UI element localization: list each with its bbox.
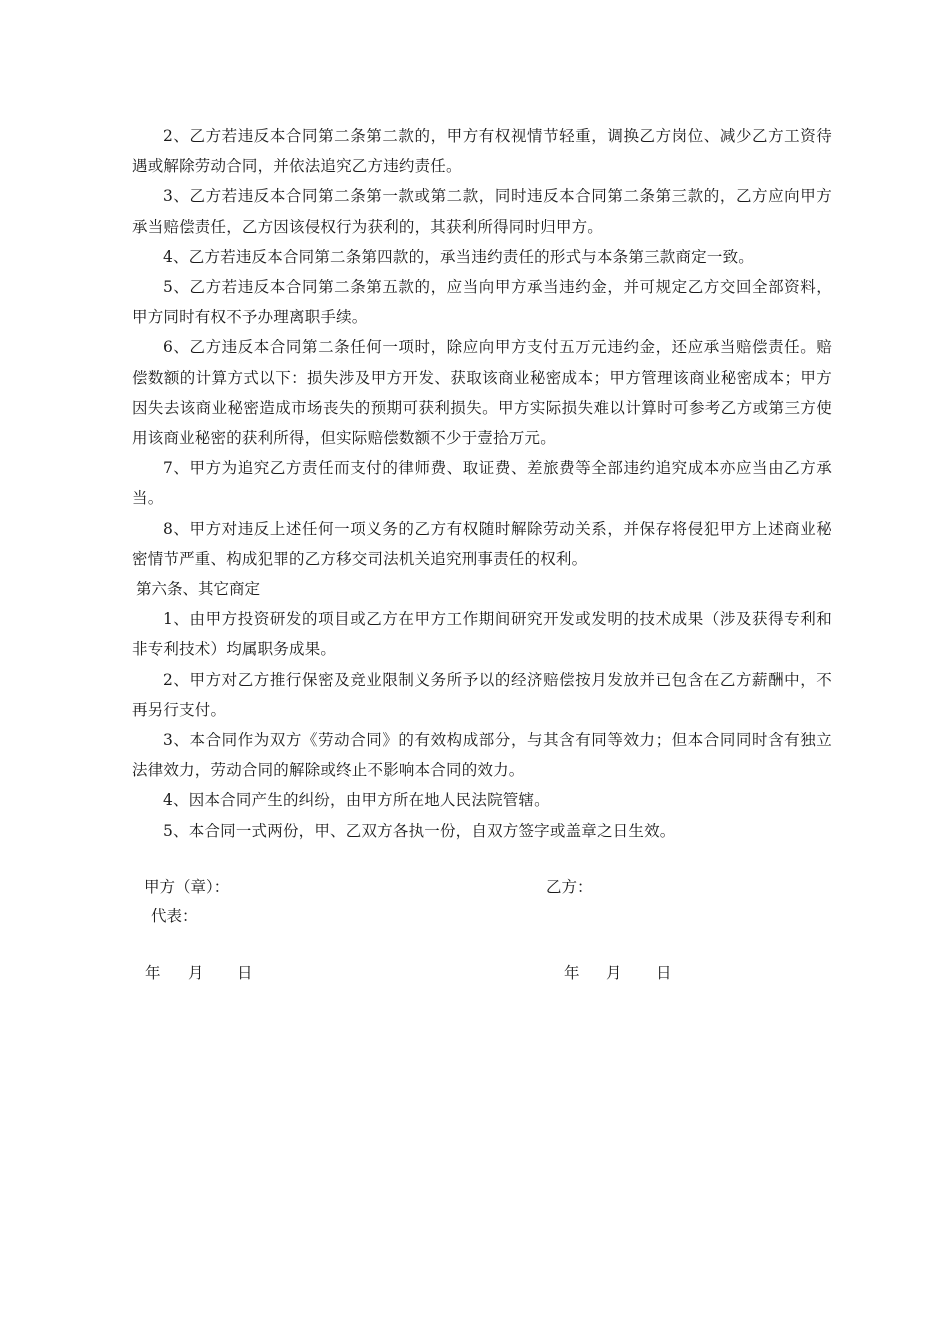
clause-6-4: 4、因本合同产生的纠纷，由甲方所在地人民法院管辖。	[163, 791, 550, 810]
clause-5-3: 3、乙方若违反本合同第二条第一款或第二款，同时违反本合同第二条第三款的，乙方应向甲方承当赔偿责任，乙方因该侵权行为获利的，其获利所得同时归甲方。	[132, 187, 832, 236]
party-b-year-label: 年	[564, 964, 580, 982]
representative-label: 代表：	[151, 907, 198, 925]
clause-5-5: 5、乙方若违反本合同第二条第五款的，应当向甲方承当违约金，并可规定乙方交回全部资料，甲方同时有权不予办理离职手续。	[132, 278, 832, 327]
clause-6-5: 5、本合同一式两份，甲、乙双方各执一份，自双方签字或盖章之日生效。	[163, 821, 676, 840]
party-a-label: 甲方（章）：	[144, 878, 230, 896]
clause-6-3: 3、本合同作为双方《劳动合同》的有效构成部分，与其含有同等效力；但本合同同时含有独立法律效力，劳动合同的解除或终止不影响本合同的效力。	[132, 731, 832, 780]
document-body	[132, 121, 832, 846]
party-a-day-label: 日	[237, 964, 253, 982]
clause-6-1: 1、由甲方投资研发的项目或乙方在甲方工作期间研究开发或发明的技术成果（涉及获得专利和非专利技术）均属职务成果。	[132, 610, 832, 659]
clause-5-4: 4、乙方若违反本合同第二条第四款的，承当违约责任的形式与本条第三款商定一致。	[163, 247, 754, 266]
clause-5-2: 2、乙方若违反本合同第二条第二款的，甲方有权视情节轻重，调换乙方岗位、减少乙方工资待遇或解除劳动合同，并依法追究乙方违约责任。	[132, 127, 832, 176]
article-6-heading: 第六条、其它商定	[136, 580, 261, 599]
clause-5-8: 8、甲方对违反上述任何一项义务的乙方有权随时解除劳动关系，并保存将侵犯甲方上述商业秘密情节严重、构成犯罪的乙方移交司法机关追究刑事责任的权利。	[132, 519, 832, 568]
party-a-year-label: 年	[145, 964, 161, 982]
party-b-day-label: 日	[656, 964, 672, 982]
party-b-label: 乙方：	[546, 878, 593, 896]
party-a-month-label: 月	[188, 964, 204, 982]
clause-5-6: 6、乙方违反本合同第二条任何一项时，除应向甲方支付五万元违约金，还应承当赔偿责任。赔偿数额的计算方式以下：损失涉及甲方开发、获取该商业秘密成本；甲方管理该商业秘密成本；甲方因失去该商业秘密造成市场丧失的预期可获利损失。甲方实际损失难以计算时可参考乙方或第三方使用该商业秘密的获利所得，但实际赔偿数额不少于壹拾万元。	[132, 338, 832, 448]
party-b-month-label: 月	[606, 964, 622, 982]
clause-5-7: 7、甲方为追究乙方责任而支付的律师费、取证费、差旅费等全部违约追究成本亦应当由乙方承当。	[132, 459, 832, 508]
clause-6-2: 2、甲方对乙方推行保密及竞业限制义务所予以的经济赔偿按月发放并已包含在乙方薪酬中，不再另行支付。	[132, 670, 832, 719]
